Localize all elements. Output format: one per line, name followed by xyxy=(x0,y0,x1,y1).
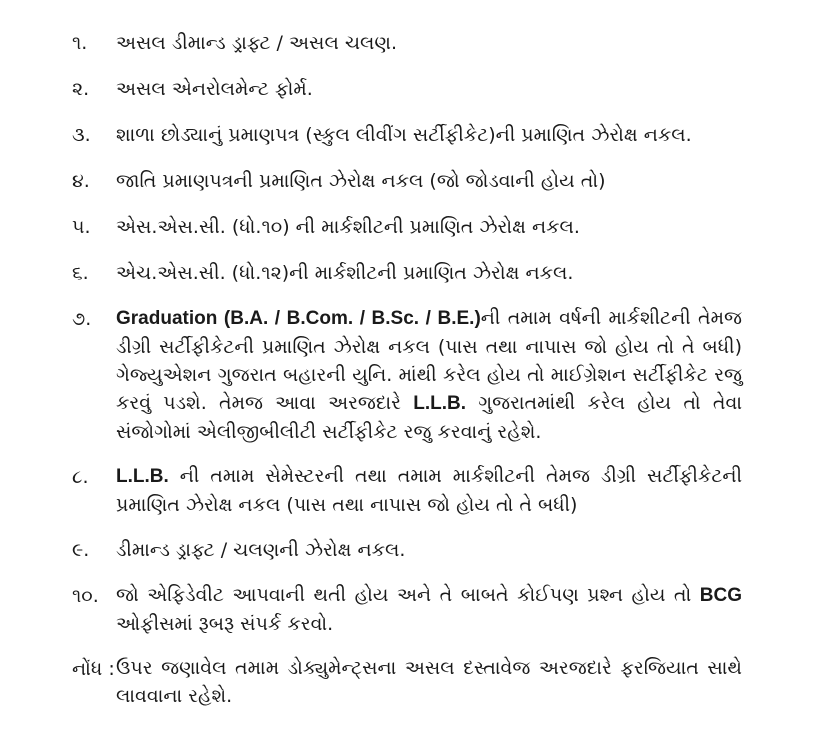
item-number: ૬. xyxy=(72,262,89,284)
item-number: ૧. xyxy=(72,32,88,54)
item-text: જાતિ પ્રમાણપત્રની પ્રમાણિત ઝેરોક્ષ નકલ (જો જોડવાની હોય તો) xyxy=(116,170,606,192)
list-item-3 xyxy=(72,120,742,150)
item-text: એચ.એસ.સી. (ધો.૧૨)ની માર્કશીટની પ્રમાણિત ઝેરોક્ષ નકલ. xyxy=(116,262,574,284)
item-text: ડીમાન્ડ ડ્રાફ્ટ / ચલણની ઝેરોક્ષ નકલ. xyxy=(116,539,406,561)
llb-label: L.L.B. xyxy=(413,393,467,414)
note xyxy=(72,654,742,710)
item-text xyxy=(116,581,742,638)
item-text xyxy=(116,462,742,519)
item-number: ૪. xyxy=(72,170,90,192)
item-text-part: જો એફિડેવીટ આપવાની થતી હોય અને તે બાબતે કોઈપણ પ્રશ્ન હોય તો xyxy=(116,584,700,606)
graduation-label: Graduation (B.A. / B.Com. / B.Sc. / B.E.) xyxy=(116,308,481,329)
item-text-part: ઓફીસમાં રૂબરૂ સંપર્ક કરવો. xyxy=(116,613,334,635)
item-text-part: ની તમામ વર્ષની માર્કશીટની તેમજ ડીગ્રી સર્ટીફીકેટની પ્રમાણિત ઝેરોક્ષ નકલ (પાસ તથા નાપાસ જો હોય તો તે બધી) ગેજ્યુએશન ગુજરાત બહારની યુનિ. માંથી કરેલ હોય તો માઈગ્રેશન સર્ટીફીકેટ રજુ કરવું પડશે. તેમજ આવા અરજદારે xyxy=(116,307,743,414)
list-item-1 xyxy=(72,28,742,58)
list-item-10 xyxy=(72,581,742,638)
item-text xyxy=(116,304,742,446)
item-number: ૨. xyxy=(72,78,90,100)
item-text: શાળા છોડ્યાનું પ્રમાણપત્ર (સ્કુલ લીવીંગ સર્ટીફીકેટ)ની પ્રમાણિત ઝેરોક્ષ નકલ. xyxy=(116,124,692,146)
note-text: ઉપર જણાવેલ તમામ ડોક્યુમેન્ટ્સના અસલ દસ્તાવેજ અરજદારે ફરજિયાત સાથે લાવવાના રહેશે. xyxy=(116,657,742,707)
item-number: ૮. xyxy=(72,466,89,488)
list-item-9 xyxy=(72,535,742,565)
list-item-4 xyxy=(72,166,742,196)
list-item-6 xyxy=(72,258,742,288)
item-text: એસ.એસ.સી. (ધો.૧૦) ની માર્કશીટની પ્રમાણિત ઝેરોક્ષ નકલ. xyxy=(116,216,580,238)
llb-label: L.L.B. xyxy=(116,466,169,487)
item-text-part: ની તમામ સેમેસ્ટરની તથા તમામ માર્કશીટની તેમજ ડીગ્રી સર્ટીફીકેટની પ્રમાણિત ઝેરોક્ષ નકલ (પાસ તથા નાપાસ જો હોય તો તે બધી) xyxy=(116,465,742,516)
note-label: નોંધ : xyxy=(72,658,115,680)
list-item-2 xyxy=(72,74,742,104)
list-item-5 xyxy=(72,212,742,242)
item-text: અસલ એનરોલમેન્ટ ફોર્મ. xyxy=(116,78,313,100)
list-item-7 xyxy=(72,304,742,446)
item-text: અસલ ડીમાન્ડ ડ્રાફ્ટ / અસલ ચલણ. xyxy=(116,32,398,54)
item-number: ૯. xyxy=(72,539,90,561)
item-number: ૭. xyxy=(72,308,92,330)
bcg-label: BCG xyxy=(699,585,742,606)
item-number: ૫. xyxy=(72,216,91,238)
item-number: ૧૦. xyxy=(72,585,99,607)
item-number: ૩. xyxy=(72,124,91,146)
item-text-part: ગુજરાતમાંથી કરેલ હોય તો તેવા સંજોગોમાં એલીજીબીલીટી સર્ટીફીકેટ રજુ કરવાનું રહેશે. xyxy=(116,392,742,443)
list-item-8 xyxy=(72,462,742,519)
